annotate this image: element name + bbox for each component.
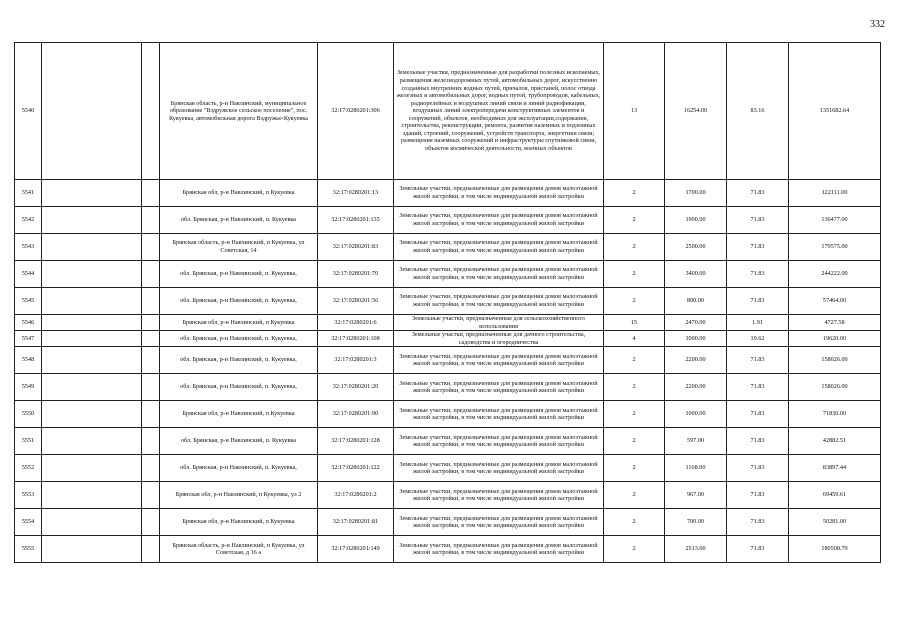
cadastral-number-cell: 32:17:0280201:122 [318, 455, 394, 482]
row-number-cell: 5541 [15, 180, 42, 207]
rate-cell: 71.83 [727, 261, 789, 288]
use-group-cell: 2 [604, 374, 665, 401]
empty-cell [42, 401, 142, 428]
cadastral-number-cell: 32:17:0280201:128 [318, 428, 394, 455]
cadastral-value-cell: 1351682.64 [789, 43, 881, 180]
rate-cell: 83.16 [727, 43, 789, 180]
cadastral-number-cell: 32:17:0280201:149 [318, 536, 394, 563]
cadastral-value-cell: 122111.00 [789, 180, 881, 207]
address-cell: обл. Брянская, р-н Навлинский, п. Кукуевка, [160, 261, 318, 288]
area-cell: 2200.00 [665, 347, 727, 374]
table-row [15, 331, 881, 347]
use-group-cell: 2 [604, 180, 665, 207]
cadastral-value-cell: 50281.00 [789, 509, 881, 536]
land-use-cell: Земельные участки, предназначенные для размещения домов малоэтажной жилой застройки, в том числе индивидуальной жилой застройки [394, 428, 604, 455]
cadastral-number-cell: 32:17:0280201:81 [318, 509, 394, 536]
address-cell: обл. Брянская, р-н Навлинский, п. Кукуевка, [160, 455, 318, 482]
cadastral-value-cell: 57464.00 [789, 288, 881, 315]
use-group-cell: 15 [604, 315, 665, 331]
cadastral-value-cell: 180508.79 [789, 536, 881, 563]
land-use-cell: Земельные участки, предназначенные для сельскохозяйственного использования [394, 315, 604, 331]
rate-cell: 71.83 [727, 374, 789, 401]
land-use-cell: Земельные участки, предназначенные для размещения домов малоэтажной жилой застройки, в том числе индивидуальной жилой застройки [394, 234, 604, 261]
area-cell: 967.00 [665, 482, 727, 509]
rate-cell: 71.83 [727, 180, 789, 207]
address-cell: обл. Брянская, р-н Навлинский, п. Кукуевка, [160, 374, 318, 401]
cadastral-value-cell: 83897.44 [789, 455, 881, 482]
empty-cell [142, 536, 160, 563]
table-row [15, 509, 881, 536]
row-number-cell: 5554 [15, 509, 42, 536]
use-group-cell: 2 [604, 428, 665, 455]
empty-cell [142, 331, 160, 347]
row-number-cell: 5547 [15, 331, 42, 347]
empty-cell [142, 234, 160, 261]
table-row [15, 347, 881, 374]
cadastral-value-cell: 179575.00 [789, 234, 881, 261]
cadastral-number-cell: 32:17:0280201:306 [318, 43, 394, 180]
cadastral-value-cell: 19620.00 [789, 331, 881, 347]
table-row [15, 315, 881, 331]
cadastral-number-cell: 32:17:0280201:3 [318, 347, 394, 374]
table-row [15, 43, 881, 180]
address-cell: Брянская обл, р-н Навлинский, п Кукуевка [160, 401, 318, 428]
cadastral-number-cell: 32:17:0280201:13 [318, 180, 394, 207]
row-number-cell: 5545 [15, 288, 42, 315]
row-number-cell: 5549 [15, 374, 42, 401]
rate-cell: 71.83 [727, 482, 789, 509]
cadastral-value-cell: 136477.00 [789, 207, 881, 234]
table-row [15, 180, 881, 207]
table-row [15, 374, 881, 401]
row-number-cell: 5550 [15, 401, 42, 428]
land-use-cell: Земельные участки, предназначенные для размещения домов малоэтажной жилой застройки, в том числе индивидуальной жилой застройки [394, 374, 604, 401]
empty-cell [42, 288, 142, 315]
row-number-cell: 5546 [15, 315, 42, 331]
empty-cell [42, 43, 142, 180]
land-register-table [14, 42, 881, 563]
empty-cell [42, 428, 142, 455]
empty-cell [42, 180, 142, 207]
rate-cell: 71.83 [727, 455, 789, 482]
row-number-cell: 5553 [15, 482, 42, 509]
empty-cell [42, 207, 142, 234]
rate-cell: 71.83 [727, 288, 789, 315]
land-use-cell: Земельные участки, предназначенные для размещения домов малоэтажной жилой застройки, в том числе индивидуальной жилой застройки [394, 261, 604, 288]
address-cell: Брянская обл, р-н Навлинский, п Кукуевка [160, 315, 318, 331]
cadastral-number-cell: 32:17:0280201:6 [318, 315, 394, 331]
area-cell: 1000.00 [665, 331, 727, 347]
table-row [15, 207, 881, 234]
empty-cell [142, 401, 160, 428]
area-cell: 1700.00 [665, 180, 727, 207]
empty-cell [42, 455, 142, 482]
empty-cell [42, 482, 142, 509]
address-cell: обл. Брянская, р-н Навлинский, п. Кукуевка [160, 207, 318, 234]
address-cell: обл. Брянская, р-н Навлинский, п. Кукуевка, [160, 331, 318, 347]
land-use-cell: Земельные участки, предназначенные для разработки полезных ископаемых, размещения железнодорожных путей, автомобильных дорог, искусственно созданных внутренних водных путей, причалов, пристаней, полос отвода железных и автомобильных дорог, водных путей, трубопроводов, кабельных, радиорелейных и воздушных линий связи и линий радиофикации, воздушных линий электропередачи конструктивных элементов и сооружений, объектов, необходимых для эксплуатации,содержания, строительства, реконструкции, ремонта, развития наземных и подземных зданий, строений, сооружений, устройств транспорта, энергетики связи; размещения наземных сооружений и инфраструктуры спутниковой связи, объектов космической деятельности, военных объектов [394, 43, 604, 180]
land-use-cell: Земельные участки, предназначенные для размещения домов малоэтажной жилой застройки, в том числе индивидуальной жилой застройки [394, 347, 604, 374]
use-group-cell: 2 [604, 234, 665, 261]
use-group-cell: 2 [604, 288, 665, 315]
address-cell: Брянская область, р-н Навлинский, п Кукуевка, ул Советская, д 16 а [160, 536, 318, 563]
empty-cell [142, 347, 160, 374]
address-cell: Брянская область, р-н Навлинский, муниципальное образование "Вздружское сельское поселение", пос. Кукуевка, автомобильная дорога Вздружье-Кукуевка [160, 43, 318, 180]
rate-cell: 71.83 [727, 347, 789, 374]
empty-cell [42, 347, 142, 374]
cadastral-number-cell: 32:17:0280201:2 [318, 482, 394, 509]
rate-cell: 71.83 [727, 509, 789, 536]
table-row [15, 288, 881, 315]
land-use-cell: Земельные участки, предназначенные для размещения домов малоэтажной жилой застройки, в том числе индивидуальной жилой застройки [394, 455, 604, 482]
empty-cell [42, 315, 142, 331]
empty-cell [142, 455, 160, 482]
address-cell: обл. Брянская, р-н Навлинский, п. Кукуевка, [160, 347, 318, 374]
address-cell: Брянская обл, р-н Навлинский, п Кукуевка, ул 2 [160, 482, 318, 509]
rate-cell: 19.62 [727, 331, 789, 347]
rate-cell: 71.83 [727, 536, 789, 563]
table-row [15, 401, 881, 428]
land-use-cell: Земельные участки, предназначенные для размещения домов малоэтажной жилой застройки, в том числе индивидуальной жилой застройки [394, 536, 604, 563]
use-group-cell: 2 [604, 482, 665, 509]
use-group-cell: 2 [604, 347, 665, 374]
cadastral-number-cell: 32:17:0280201:135 [318, 207, 394, 234]
row-number-cell: 5542 [15, 207, 42, 234]
empty-cell [142, 482, 160, 509]
row-number-cell: 5551 [15, 428, 42, 455]
cadastral-value-cell: 69459.61 [789, 482, 881, 509]
empty-cell [142, 180, 160, 207]
rate-cell: 71.83 [727, 234, 789, 261]
empty-cell [42, 536, 142, 563]
area-cell: 2200.00 [665, 374, 727, 401]
cadastral-value-cell: 158026.00 [789, 347, 881, 374]
empty-cell [142, 261, 160, 288]
area-cell: 1168.00 [665, 455, 727, 482]
land-use-cell: Земельные участки, предназначенные для размещения домов малоэтажной жилой застройки, в том числе индивидуальной жилой застройки [394, 180, 604, 207]
address-cell: Брянская обл, р-н Навлинский, п Кукуевка [160, 180, 318, 207]
area-cell: 2513.00 [665, 536, 727, 563]
page-number: 332 [870, 19, 885, 30]
row-number-cell: 5540 [15, 43, 42, 180]
empty-cell [142, 43, 160, 180]
table-row [15, 261, 881, 288]
use-group-cell: 2 [604, 455, 665, 482]
address-cell: обл. Брянская, р-н Навлинский, п. Кукуевка, [160, 288, 318, 315]
empty-cell [42, 261, 142, 288]
area-cell: 2500.00 [665, 234, 727, 261]
address-cell: Брянская область, р-н Навлинский, п Кукуевка, ул Советская, 14 [160, 234, 318, 261]
row-number-cell: 5543 [15, 234, 42, 261]
cadastral-number-cell: 32:17:0280201:83 [318, 234, 394, 261]
use-group-cell: 2 [604, 509, 665, 536]
address-cell: Брянская обл, р-н Навлинский, п Кукуевка [160, 509, 318, 536]
use-group-cell: 4 [604, 331, 665, 347]
address-cell: обл. Брянская, р-н Навлинский, п. Кукуевка [160, 428, 318, 455]
land-use-cell: Земельные участки, предназначенные для дачного строительства, садоводства и огородничества [394, 331, 604, 347]
area-cell: 800.00 [665, 288, 727, 315]
empty-cell [142, 288, 160, 315]
empty-cell [42, 234, 142, 261]
area-cell: 3400.00 [665, 261, 727, 288]
area-cell: 1000.00 [665, 401, 727, 428]
use-group-cell: 2 [604, 261, 665, 288]
row-number-cell: 5552 [15, 455, 42, 482]
row-number-cell: 5548 [15, 347, 42, 374]
area-cell: 700.00 [665, 509, 727, 536]
land-use-cell: Земельные участки, предназначенные для размещения домов малоэтажной жилой застройки, в том числе индивидуальной жилой застройки [394, 401, 604, 428]
rate-cell: 71.83 [727, 401, 789, 428]
cadastral-number-cell: 32:17:0280201:20 [318, 374, 394, 401]
cadastral-value-cell: 244222.00 [789, 261, 881, 288]
row-number-cell: 5544 [15, 261, 42, 288]
table-row [15, 455, 881, 482]
cadastral-number-cell: 32:17:0280201:90 [318, 401, 394, 428]
rate-cell: 71.83 [727, 428, 789, 455]
land-use-cell: Земельные участки, предназначенные для размещения домов малоэтажной жилой застройки, в том числе индивидуальной жилой застройки [394, 482, 604, 509]
area-cell: 597.00 [665, 428, 727, 455]
table-row [15, 428, 881, 455]
cadastral-number-cell: 32:17:0280201:70 [318, 261, 394, 288]
empty-cell [142, 374, 160, 401]
use-group-cell: 2 [604, 536, 665, 563]
use-group-cell: 2 [604, 207, 665, 234]
land-use-cell: Земельные участки, предназначенные для размещения домов малоэтажной жилой застройки, в том числе индивидуальной жилой застройки [394, 288, 604, 315]
use-group-cell: 2 [604, 401, 665, 428]
area-cell: 2470.00 [665, 315, 727, 331]
cadastral-number-cell: 32:17:0280201:108 [318, 331, 394, 347]
table-row [15, 536, 881, 563]
table-row [15, 234, 881, 261]
table-row [15, 482, 881, 509]
land-use-cell: Земельные участки, предназначенные для размещения домов малоэтажной жилой застройки, в том числе индивидуальной жилой застройки [394, 207, 604, 234]
empty-cell [42, 374, 142, 401]
land-use-cell: Земельные участки, предназначенные для размещения домов малоэтажной жилой застройки, в том числе индивидуальной жилой застройки [394, 509, 604, 536]
empty-cell [142, 207, 160, 234]
cadastral-value-cell: 71830.00 [789, 401, 881, 428]
empty-cell [42, 331, 142, 347]
rate-cell: 1.91 [727, 315, 789, 331]
area-cell: 1900.00 [665, 207, 727, 234]
area-cell: 16254.00 [665, 43, 727, 180]
cadastral-value-cell: 4727.58 [789, 315, 881, 331]
empty-cell [42, 509, 142, 536]
empty-cell [142, 428, 160, 455]
empty-cell [142, 315, 160, 331]
use-group-cell: 13 [604, 43, 665, 180]
cadastral-number-cell: 32:17:0280201:56 [318, 288, 394, 315]
rate-cell: 71.83 [727, 207, 789, 234]
empty-cell [142, 509, 160, 536]
row-number-cell: 5555 [15, 536, 42, 563]
cadastral-value-cell: 42882.51 [789, 428, 881, 455]
cadastral-value-cell: 158026.00 [789, 374, 881, 401]
